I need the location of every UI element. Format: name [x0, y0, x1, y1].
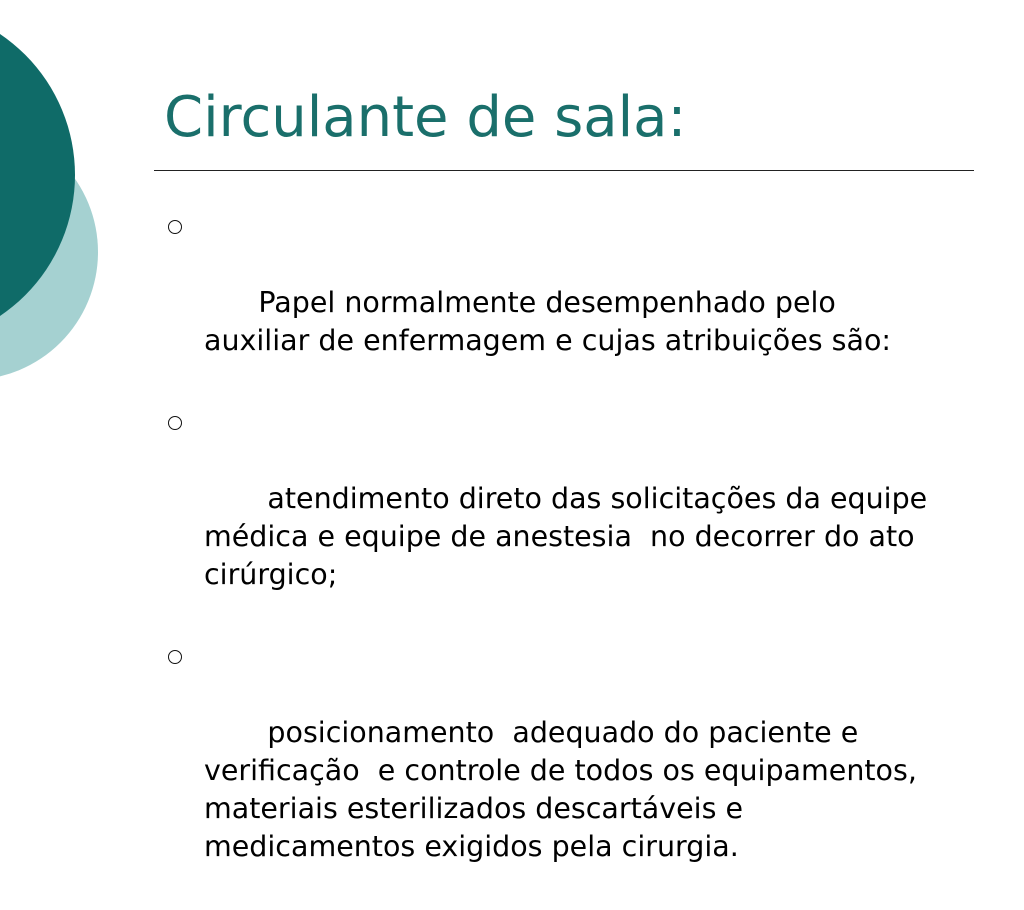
- bullet-item: [164, 404, 937, 632]
- bullet-text: Papel normalmente desempenhado pelo auxiliar de enfermagem e cujas atribuições são:: [204, 286, 891, 357]
- decorative-circles: [0, 0, 120, 420]
- title-divider: [154, 170, 974, 171]
- bullet-item: [164, 638, 934, 904]
- slide-title: Circulante de sala:: [164, 85, 687, 150]
- hollow-circle-bullet-icon: [168, 220, 182, 234]
- bullet-text: posicionamento adequado do paciente e verificação e controle de todos os equipamentos, materiais esterilizados descartáveis e medicamentos exigidos pela cirurgia.: [204, 716, 926, 863]
- bullet-text: atendimento direto das solicitações da equipe médica e equipe de anestesia no decorrer do ato cirúrgico;: [204, 482, 937, 591]
- bullet-list: [164, 208, 937, 910]
- bullet-item: [164, 208, 934, 398]
- hollow-circle-bullet-icon: [168, 650, 182, 664]
- hollow-circle-bullet-icon: [168, 416, 182, 430]
